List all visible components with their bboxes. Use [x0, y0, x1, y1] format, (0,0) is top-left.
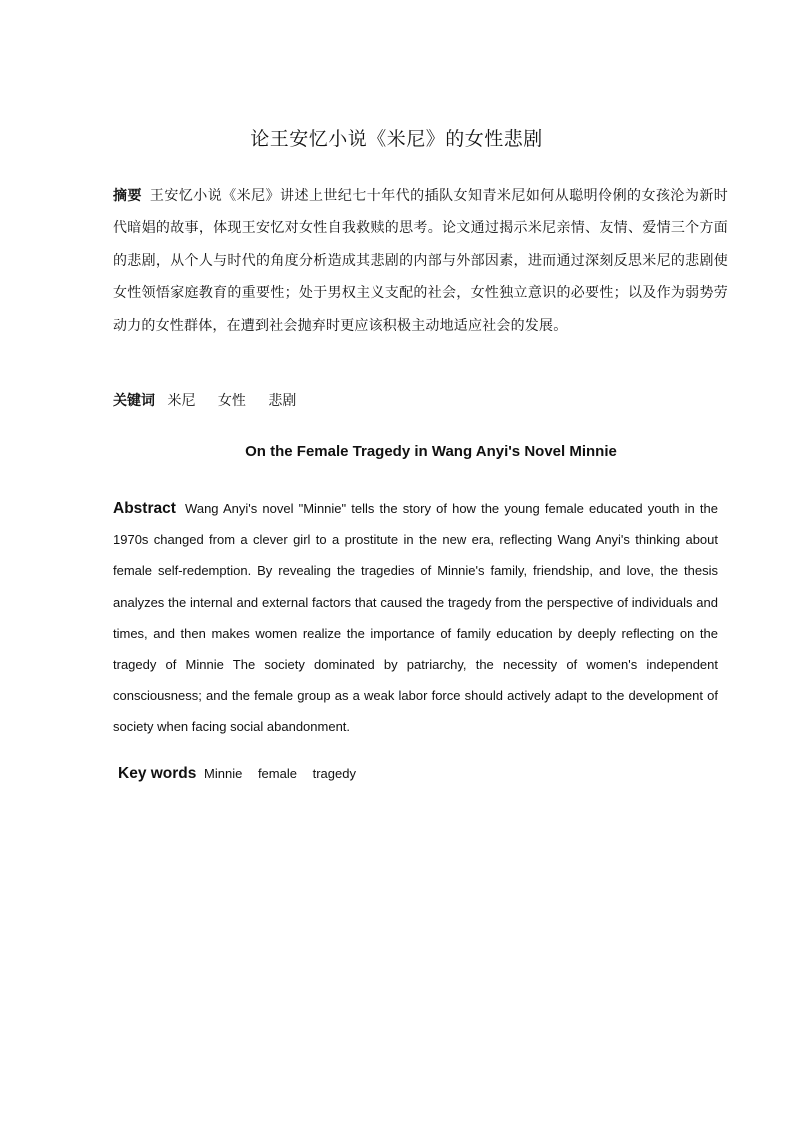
chinese-keywords — [113, 390, 314, 410]
english-keywords-label: Key words — [118, 765, 197, 782]
english-abstract — [113, 493, 718, 743]
english-keyword: tragedy — [312, 766, 356, 781]
chinese-keywords-label: 关键词 — [113, 393, 155, 409]
chinese-title: 论王安忆小说《米尼》的女性悲剧 — [250, 128, 543, 150]
english-abstract-text: Wang Anyi's novel "Minnie" tells the story of how the young female educated youth in the 1970s changed from a clever girl to a prostitute in the new era, reflecting Wang Anyi's thinking about female self-redemption. By revealing the tragedies of Minnie's family, friendship, and love, the thesis analyzes the internal and external factors that caused the tragedy from the perspective of individuals and times, and then makes women realize the importance of family education by deeply reflecting on the tragedy of Minnie The society dominated by patriarchy, the necessity of women's independent consciousness; and the female group as a weak labor force should actively adapt to the development of society when facing social abandonment. — [113, 501, 718, 735]
english-keywords — [118, 765, 368, 783]
english-abstract-label: Abstract — [113, 500, 176, 517]
chinese-abstract — [113, 180, 728, 342]
english-keyword: female — [257, 766, 297, 781]
english-keyword: Minnie — [204, 766, 243, 781]
english-title: On the Female Tragedy in Wang Anyi's Novel Minnie — [245, 443, 617, 460]
chinese-keyword: 女性 — [217, 393, 246, 409]
chinese-keyword: 米尼 — [167, 393, 196, 409]
chinese-keyword: 悲剧 — [268, 393, 297, 409]
chinese-abstract-text: 王安忆小说《米尼》讲述上世纪七十年代的插队女知青米尼如何从聪明伶俐的女孩沦为新时代暗娼的故事，体现王安忆对女性自我救赎的思考。论文通过揭示米尼亲情、友情、爱情三个方面的悲剧，从个人与时代的角度分析造成其悲剧的内部与外部因素，进而通过深刻反思米尼的悲剧使女性领悟家庭教育的重要性；处于男权主义支配的社会，女性独立意识的必要性；以及作为弱势劳动力的女性群体，在遭到社会抛弃时更应该积极主动地适应社会的发展。 — [113, 188, 728, 334]
chinese-abstract-label: 摘要 — [113, 188, 142, 204]
